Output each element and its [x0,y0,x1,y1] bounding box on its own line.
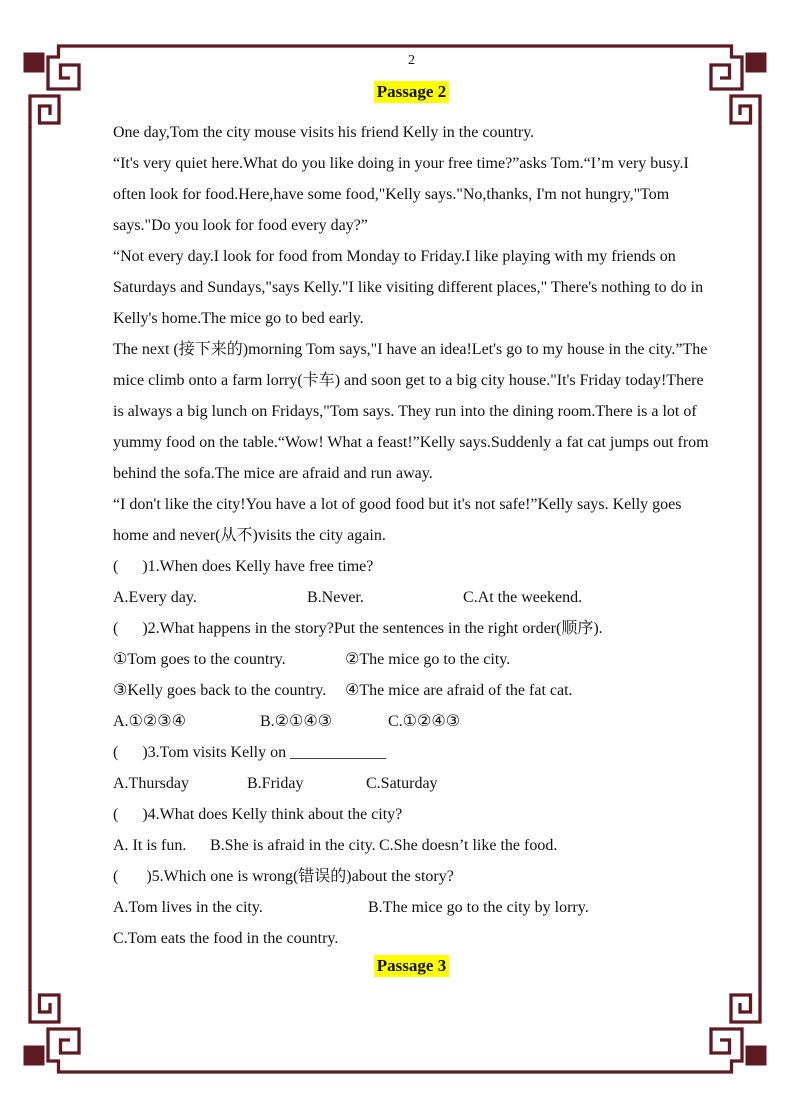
option-item: ①Tom goes to the country. [113,651,286,668]
text-line: C.Tom eats the food in the country. [113,930,339,947]
option-item: C.①②④③ [388,713,461,730]
option-item: C.Saturday [366,775,438,792]
text-line: often look for food.Here,have some food,"Kelly says."No,thanks, I'm not hungry,"Tom [113,186,670,203]
content-column [113,81,710,984]
text-line: mice climb onto a farm lorry(卡车) and soon get to a big city house."It's Friday today!There [113,372,704,389]
option-item: B.She is afraid in the city. [210,837,376,854]
option-item: A.①②③④ [113,713,186,730]
body-lines [113,117,710,954]
question-5: ( )5.Which one is wrong(错误的)about the story? [113,868,454,885]
option-item: C.She doesn’t like the food. [379,837,558,854]
option-item: A. It is fun. [113,837,187,854]
option-item: B.②①④③ [260,713,333,730]
text-line: The next (接下来的)morning Tom says,"I have an idea!Let's go to my house in the city.”The [113,341,708,358]
text-line: behind the sofa.The mice are afraid and run away. [113,465,433,482]
question-1: ( )1.When does Kelly have free time? [113,558,374,575]
option-row [113,892,710,923]
option-row [113,830,710,861]
text-line: “It's very quiet here.What do you like doing in your free time?”asks Tom.“I’m very busy.I [113,155,689,172]
passage-2-title: Passage 2 [374,81,449,103]
option-row [113,675,710,706]
text-line: Kelly's home.The mice go to bed early. [113,310,364,327]
option-item: B.Never. [307,589,364,606]
question-4: ( )4.What does Kelly think about the city? [113,806,403,823]
option-item: ④The mice are afraid of the fat cat. [345,682,573,699]
option-row [113,768,710,799]
option-item: ③Kelly goes back to the country. [113,682,327,699]
option-item: A.Tom lives in the city. [113,899,263,916]
passage-3-heading [113,954,710,984]
option-row [113,582,710,613]
page-number: 2 [408,53,415,68]
option-item: A.Thursday [113,775,189,792]
option-item: C.At the weekend. [463,589,583,606]
question-3: ( )3.Tom visits Kelly on ____________ [113,744,387,761]
text-line: “Not every day.I look for food from Monday to Friday.I like playing with my friends on [113,248,676,265]
corner-ornament [24,45,80,128]
text-line: says."Do you look for food every day?” [113,217,368,234]
passage-3-title: Passage 3 [374,955,449,977]
question-2: ( )2.What happens in the story?Put the sentences in the right order(顺序). [113,620,603,637]
text-line: home and never(从不)visits the city again. [113,527,386,544]
option-row [113,706,710,737]
option-item: B.The mice go to the city by lorry. [368,899,589,916]
passage-2-heading [113,81,710,117]
text-line: One day,Tom the city mouse visits his friend Kelly in the country. [113,124,535,141]
option-item: A.Every day. [113,589,197,606]
text-line: “I don't like the city!You have a lot of good food but it's not safe!”Kelly says. Kelly goes [113,496,682,513]
option-item: B.Friday [247,775,304,792]
text-line: is always a big lunch on Fridays,"Tom says. They run into the dining room.There is a lot of [113,403,697,420]
option-item: ②The mice go to the city. [345,651,511,668]
text-line: Saturdays and Sundays,"says Kelly."I like visiting different places," There's nothing to do in [113,279,704,296]
text-line: yummy food on the table.“Wow! What a feast!”Kelly says.Suddenly a fat cat jumps out from [113,434,709,451]
option-row [113,644,710,675]
